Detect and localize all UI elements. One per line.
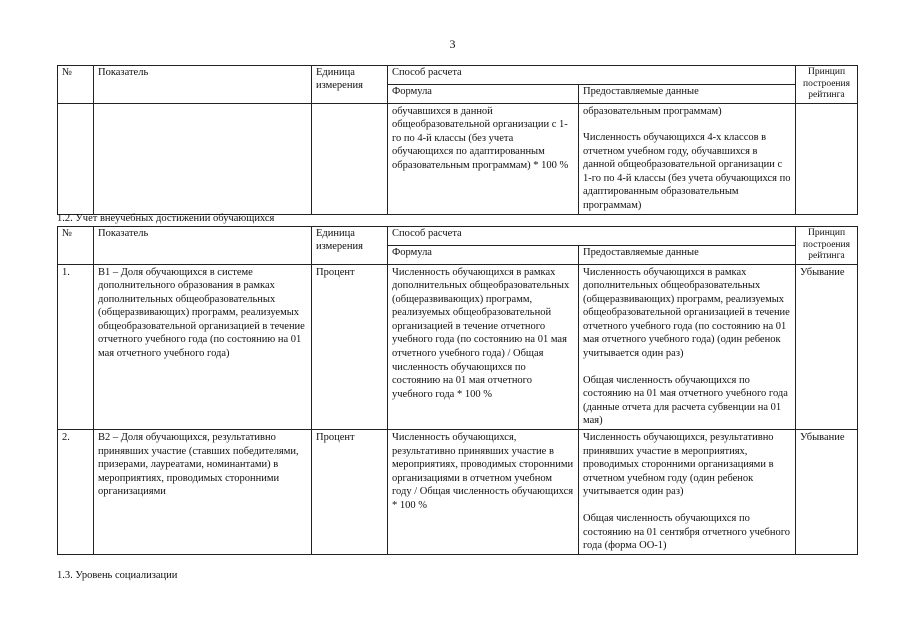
cell-formula: Численность обучающихся в рамках дополнительных общеобразовательных (общеразвивающих) программ, реализуемых общеобразовательной организацией в течение отчетного учебного года (по состоянию на 01 мая отчетного учебного года) / Общая численность обучающихся по состоянию на 01 мая отчетного учебного года * 100 %: [388, 264, 579, 430]
cell-unit: [312, 103, 388, 214]
table-row: [58, 264, 858, 430]
header-provided-data: Предоставляемые данные: [579, 245, 796, 264]
provided-data-part-1: Численность обучающихся в рамках дополнительных общеобразовательных (общеразвивающих) программ, реализуемых общеобразовательной организацией в течение отчетного учебного года (по состоянию на 01 мая отчетного учебного года) (один ребенок учитывается один раз): [583, 266, 790, 360]
header-formula: Формула: [388, 245, 579, 264]
cell-unit: Процент: [312, 264, 388, 430]
header-provided-data: Предоставляемые данные: [579, 84, 796, 103]
section-title-1-3: 1.3. Уровень социализации: [57, 570, 178, 581]
cell-unit: Процент: [312, 430, 388, 555]
cell-provided-data: [579, 103, 796, 214]
criteria-table-continued: [57, 65, 858, 215]
provided-data-part-2: Численность обучающихся 4-х классов в отчетном учебном году, обучавшихся в данной общеобразовательной организации с 1-го по 4-й классы (без учета обучающихся по адаптированным образовательным программам): [583, 132, 791, 212]
cell-indicator: В1 – Доля обучающихся в системе дополнительного образования в рамках дополнительных общеобразовательных (общеразвивающих) программ, реализуемых общеобразовательной организацией в течение отчетного учебного года (по состоянию на 01 мая отчетного учебного года): [94, 264, 312, 430]
cell-indicator: [94, 103, 312, 214]
header-method: Способ расчета: [388, 227, 796, 246]
provided-data-part-2: Общая численность обучающихся по состоянию на 01 сентября отчетного учебного года (форма ОО-1): [583, 513, 791, 552]
header-num: №: [58, 66, 94, 104]
header-num: №: [58, 227, 94, 265]
criteria-table-1-2: [57, 226, 858, 555]
table-row: [58, 430, 858, 555]
header-principle: Принцип построения рейтинга: [796, 227, 858, 265]
table-header-row: [58, 66, 858, 85]
cell-principle: Убывание: [796, 264, 858, 430]
table-row: [58, 103, 858, 214]
header-principle: Принцип построения рейтинга: [796, 66, 858, 104]
header-method: Способ расчета: [388, 66, 796, 85]
header-unit: Единица измерения: [312, 66, 388, 104]
provided-data-part-2: Общая численность обучающихся по состоянию на 01 мая отчетного учебного года (данные отчета для расчета субвенции на 01 мая): [583, 374, 788, 427]
header-indicator: Показатель: [94, 66, 312, 104]
cell-formula: обучавшихся в данной общеобразовательной организации с 1-го по 4-й классы (без учета обучающихся по адаптированным образовательным программам) * 100 %: [388, 103, 579, 214]
header-formula: Формула: [388, 84, 579, 103]
cell-principle: Убывание: [796, 430, 858, 555]
cell-num: 2.: [58, 430, 94, 555]
header-indicator: Показатель: [94, 227, 312, 265]
cell-indicator: В2 – Доля обучающихся, результативно принявших участие (ставших победителями, призерами, лауреатами, номинантами) в мероприятиях, проводимых сторонними организациями: [94, 430, 312, 555]
cell-provided-data: [579, 264, 796, 430]
cell-num: 1.: [58, 264, 94, 430]
provided-data-part-1: Численность обучающихся, результативно принявших участие в мероприятиях, проводимых сторонними организациями в отчетном учебном году (один ребенок учитывается один раз): [583, 432, 774, 498]
cell-principle: [796, 103, 858, 214]
cell-num: [58, 103, 94, 214]
table-header-row: [58, 227, 858, 246]
provided-data-part-1: образовательным программам): [583, 105, 722, 117]
header-unit: Единица измерения: [312, 227, 388, 265]
cell-provided-data: [579, 430, 796, 555]
cell-formula: Численность обучающихся, результативно принявших участие в мероприятиях, проводимых сторонними организациями в отчетном учебном году / Общая численность обучающихся * 100 %: [388, 430, 579, 555]
page-number: 3: [449, 37, 456, 51]
section-title-1-2: 1.2. Учет внеучебных достижений обучающихся: [57, 213, 275, 224]
